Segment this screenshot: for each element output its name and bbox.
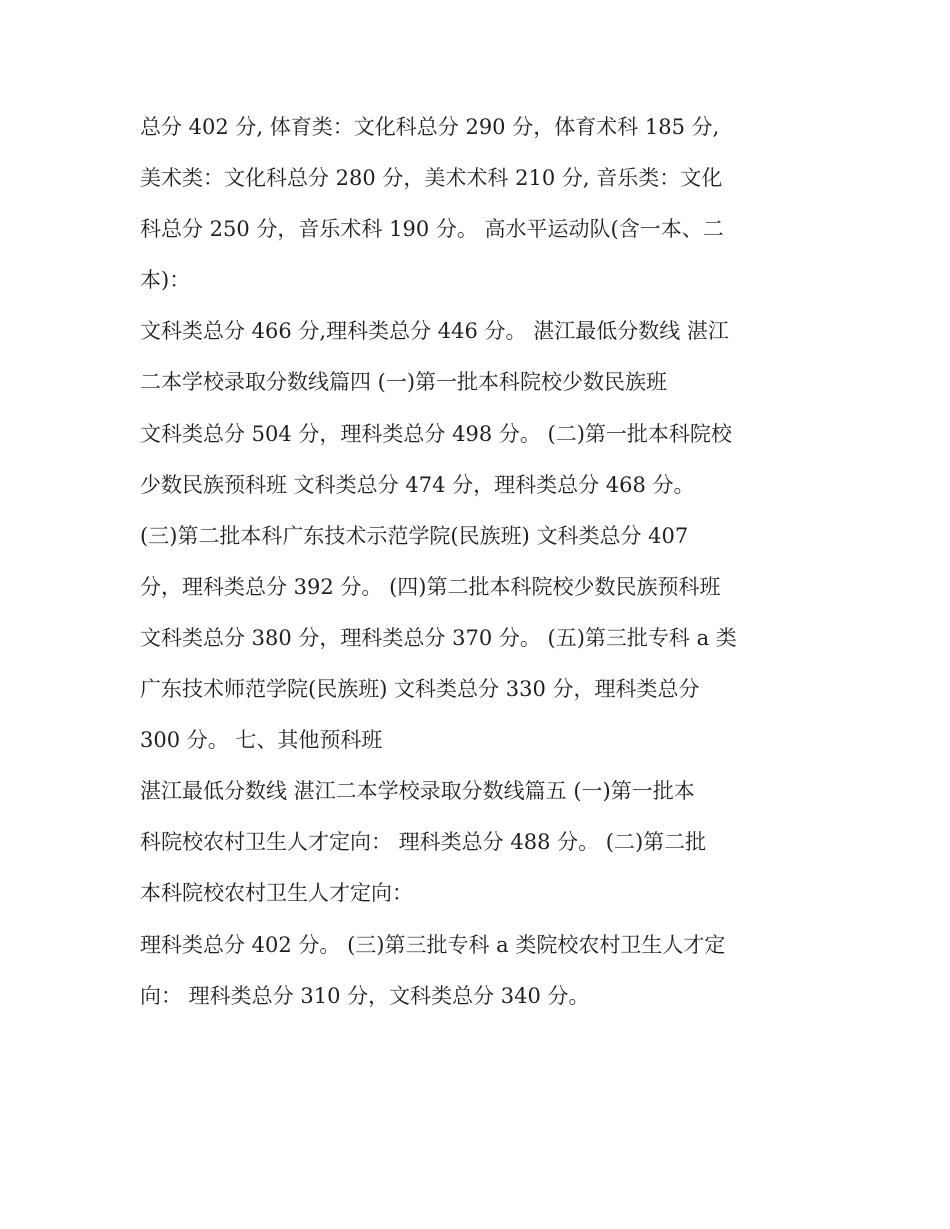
text-line: 广东技术师范学院(民族班) 文科类总分 330 分，理科类总分 bbox=[140, 677, 700, 702]
text-line: 理科类总分 402 分。 (三)第三批专科 a 类院校农村卫生人才定 bbox=[140, 932, 726, 957]
text-line: 文科类总分 380 分，理科类总分 370 分。 (五)第三批专科 a 类 bbox=[140, 625, 737, 650]
text-line: 分，理科类总分 392 分。 (四)第二批本科院校少数民族预科班 bbox=[140, 574, 721, 599]
text-line: 文科类总分 504 分，理科类总分 498 分。 (二)第一批本科院校 bbox=[140, 421, 732, 446]
body-text bbox=[140, 102, 820, 1022]
text-line: (三)第二批本科广东技术示范学院(民族班) 文科类总分 407 bbox=[140, 523, 689, 548]
text-line: 总分 402 分, 体育类：文化科总分 290 分，体育术科 185 分, bbox=[140, 115, 720, 139]
text-line: 湛江最低分数线 湛江二本学校录取分数线篇五 (一)第一批本 bbox=[140, 779, 695, 804]
text-line: 本)： bbox=[140, 268, 191, 293]
text-line: 科总分 250 分，音乐术科 190 分。 高水平运动队(含一本、二 bbox=[140, 217, 724, 242]
text-line: 二本学校录取分数线篇四 (一)第一批本科院校少数民族班 bbox=[140, 370, 668, 395]
text-line: 科院校农村卫生人才定向： 理科类总分 488 分。 (二)第二批 bbox=[140, 830, 707, 855]
text-line: 本科院校农村卫生人才定向： bbox=[140, 881, 413, 906]
text-line: 少数民族预科班 文科类总分 474 分，理科类总分 468 分。 bbox=[140, 472, 695, 497]
text-line: 向： 理科类总分 310 分，文科类总分 340 分。 bbox=[140, 983, 590, 1008]
text-line: 文科类总分 466 分,理科类总分 446 分。 湛江最低分数线 湛江 bbox=[140, 319, 729, 344]
text-line: 300 分。 七、其他预科班 bbox=[140, 728, 383, 753]
text-line: 美术类：文化科总分 280 分，美术术科 210 分, 音乐类：文化 bbox=[140, 166, 723, 191]
